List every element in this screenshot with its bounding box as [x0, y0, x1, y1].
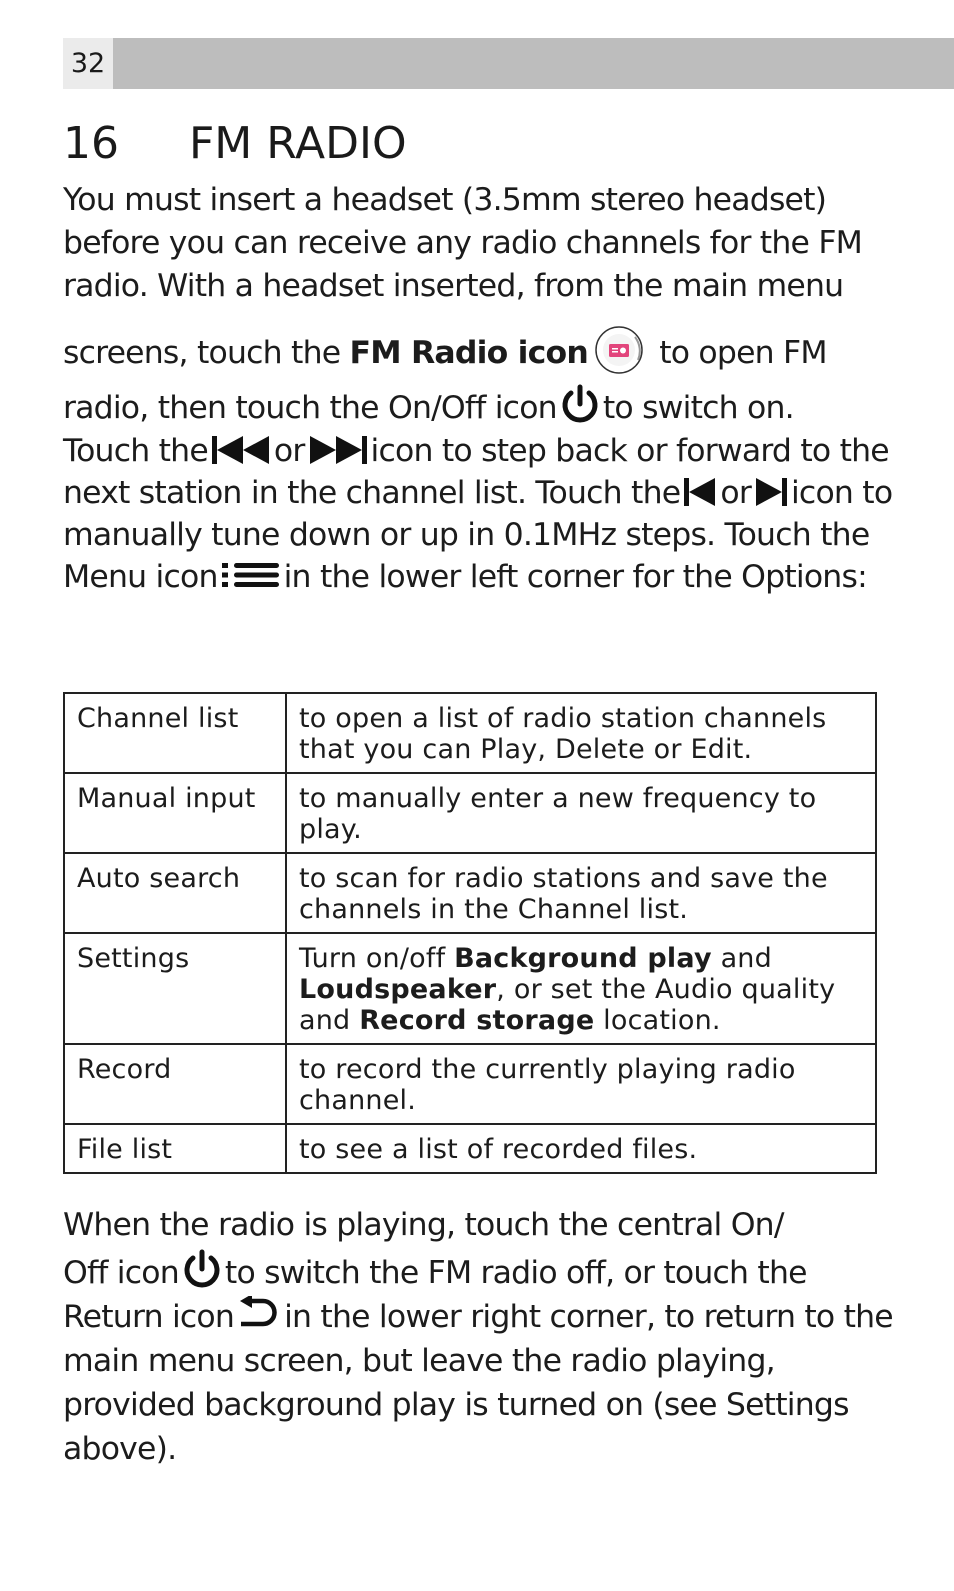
instr-text: to switch on. [602, 390, 794, 426]
instr-text: Touch the Menu icon [63, 517, 870, 595]
page-number: 32 [63, 38, 113, 89]
power-icon [181, 1249, 223, 1291]
instr-text: icon to step back or forward to the next station in the channel list. [63, 433, 889, 511]
menu-icon [222, 561, 280, 589]
closing-paragraph [63, 1203, 893, 1471]
power-icon [559, 384, 601, 426]
table-row [64, 1044, 876, 1124]
desc-bold: Record storage [359, 1005, 595, 1036]
instr-text: icon to manually tune down or up in 0.1MHz steps. [63, 475, 893, 553]
desc-text: , or set the Audio quality and [299, 974, 836, 1036]
options-table [63, 692, 877, 1174]
option-description: to open a list of radio station channels that you can Play, Delete or Edit. [286, 693, 876, 773]
tune-up-icon [755, 477, 787, 507]
tune-down-icon [684, 477, 716, 507]
option-description: to see a list of recorded files. [286, 1124, 876, 1173]
closing-text: When the radio is playing, touch the central On/ [63, 1207, 784, 1243]
desc-text: location. [594, 1005, 721, 1036]
desc-text: and [711, 943, 772, 974]
instr-text: in the lower left corner for the Options: [283, 559, 867, 595]
instr-text: radio, then touch the On/Off icon [63, 390, 557, 426]
fm-radio-icon-label: FM Radio icon [349, 335, 588, 371]
table-row [64, 1124, 876, 1173]
table-row [64, 933, 876, 1044]
intro-paragraph: You must insert a headset (3.5mm stereo headset) before you can receive any radio channels for the FM radio. With a headset inserted, from the main menu [63, 182, 863, 304]
option-name: Auto search [64, 853, 286, 933]
option-description: to manually enter a new frequency to play. [286, 773, 876, 853]
skip-forward-icon [309, 435, 367, 465]
option-name: File list [64, 1124, 286, 1173]
desc-bold: Background play [454, 943, 712, 974]
instructions-paragraph [63, 329, 893, 598]
option-name: Manual input [64, 773, 286, 853]
instr-text: Touch the [63, 433, 208, 469]
desc-bold: Loudspeaker [299, 974, 497, 1005]
return-icon [238, 1296, 280, 1332]
instr-text: to open FM [649, 335, 827, 371]
fm-radio-icon [594, 325, 644, 375]
option-description: to scan for radio stations and save the channels in the Channel list. [286, 853, 876, 933]
instr-line [63, 387, 893, 430]
closing-text: in the lower right corner, to return to the main menu screen, but leave the radio playing, provided background play is turned on (see Settings above). [63, 1299, 893, 1467]
instr-text: or [273, 433, 305, 469]
closing-line [63, 1251, 893, 1471]
chapter-heading [63, 116, 407, 172]
chapter-number: 16 [63, 118, 119, 169]
table-row [64, 853, 876, 933]
table-row [64, 693, 876, 773]
skip-back-icon [212, 435, 270, 465]
option-description [286, 933, 876, 1044]
option-name: Channel list [64, 693, 286, 773]
option-name: Settings [64, 933, 286, 1044]
instr-text: or [720, 475, 751, 511]
instr-text: Touch the [535, 475, 681, 511]
option-description: to record the currently playing radio channel. [286, 1044, 876, 1124]
instr-text: screens, touch the [63, 335, 350, 371]
closing-text: to switch the FM radio off, or touch the Return icon [63, 1255, 807, 1335]
closing-text: Off icon [63, 1255, 179, 1291]
desc-text: Turn on/off [299, 943, 455, 974]
header-bar [63, 38, 954, 89]
table-row [64, 773, 876, 853]
option-name: Record [64, 1044, 286, 1124]
chapter-title: FM RADIO [189, 118, 407, 169]
